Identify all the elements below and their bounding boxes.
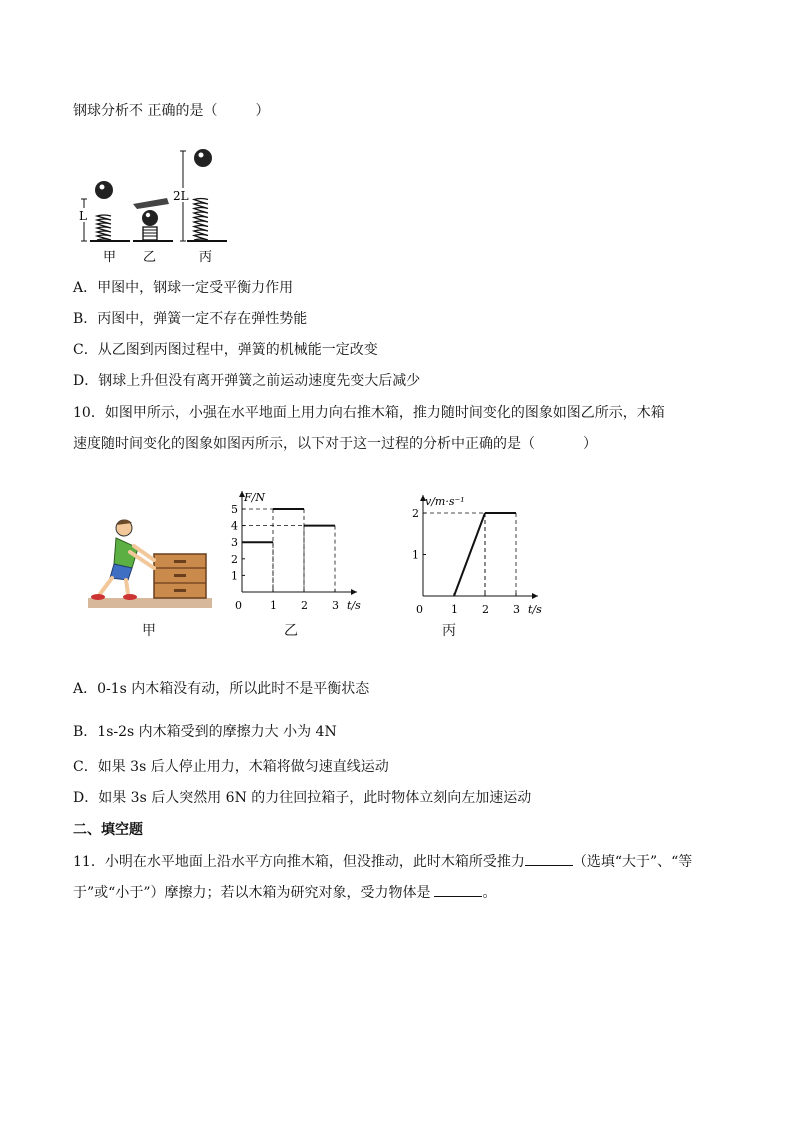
y-tick-label: 5 [231,503,238,516]
force-time-chart [225,480,375,615]
y-axis-label: F/N [244,491,265,504]
q11-line1 [73,851,692,872]
q11-part4: 。 [482,885,497,901]
x-tick-label: 3 [332,599,339,612]
x-tick-label: 3 [513,603,520,616]
q9-stem-end: ） [255,103,270,119]
y-tick-label: 2 [412,507,419,520]
q10-option-b: B．1s-2s 内木箱受到的摩擦力大 小为 4N [73,724,337,740]
q11-part1: 11．小明在水平地面上沿水平方向推木箱，但没推动，此时木箱所受推力 [73,854,525,870]
q10-stem-line1: 10．如图甲所示，小强在水平地面上用力向右推木箱，推力随时间变化的图象如图乙所示，木箱 [73,405,665,421]
boy-pushing-box-illustration [88,518,212,610]
steel-ball [194,149,212,167]
label-bing: 丙 [199,250,213,265]
x-axis-arrow-icon [532,593,538,599]
data-segment [454,513,485,596]
label-yi: 乙 [284,623,298,639]
section-title: 二、填空题 [73,822,143,838]
q10-stem-line2 [73,434,597,454]
hand-icon [133,198,169,209]
q10-option-a: A．0-1s 内木箱没有动，所以此时不是平衡状态 [73,681,370,697]
x-tick-label: 2 [301,599,308,612]
steel-ball [95,181,113,199]
x-axis-arrow-icon [351,589,357,595]
q9-stem [73,101,269,121]
label-2L: 2L [173,189,189,203]
q9-option-a: A．甲图中，钢球一定受平衡力作用 [73,280,294,296]
q11-part3: 于”或“小于”）摩擦力；若以木箱为研究对象，受力物体是 [73,885,431,901]
x-tick-label: 1 [270,599,277,612]
y-tick-label: 2 [231,552,238,566]
boy-icon [91,519,154,600]
y-tick-label: 4 [231,519,238,533]
label-yi: 乙 [143,250,157,265]
figure-jia [79,181,130,241]
q9-option-c: C．从乙图到丙图过程中，弹簧的机械能一定改变 [73,342,378,358]
q11-blank-2[interactable] [434,882,482,897]
q9-option-d: D．钢球上升但没有离开弹簧之前运动速度先变大后减少 [73,373,421,389]
label-jia: 甲 [142,623,156,639]
label-jia: 甲 [103,250,117,265]
q11-part2: （选填“大于”、“等 [572,854,693,870]
figure-yi [133,198,173,241]
q11-blank-1[interactable] [525,851,573,866]
q11-line2 [73,882,496,903]
spring-ball-figure [75,142,235,267]
y-tick-label: 3 [231,536,238,550]
wooden-box-icon [154,554,206,598]
q10-stem-line2-end: ） [583,436,597,452]
x-axis-label: t/s [528,603,542,616]
x-tick-label: 0 [235,599,242,612]
q9-stem-text: 钢球分析不 正确的是（ [73,103,218,119]
label-bing: 丙 [442,623,456,639]
y-axis-label: v/m·s⁻¹ [425,495,465,508]
label-L: L [79,209,87,223]
x-tick-label: 0 [416,603,423,616]
y-tick-label: 1 [231,569,238,583]
ground [88,598,212,608]
q10-stem-line2-text: 速度随时间变化的图象如图丙所示，以下对于这一过程的分析中正确的是（ [73,436,535,452]
velocity-time-chart [390,478,540,615]
q10-option-d: D．如果 3s 后人突然用 6N 的力往回拉箱子，此时物体立刻向左加速运动 [73,790,532,806]
x-tick-label: 2 [482,603,489,616]
q9-option-b: B．丙图中，弹簧一定不存在弹性势能 [73,311,308,327]
steel-ball [142,210,158,226]
x-tick-label: 1 [451,603,458,616]
q10-option-c: C．如果 3s 后人停止用力，木箱将做匀速直线运动 [73,759,389,775]
x-axis-label: t/s [347,599,361,612]
figure-bing [172,149,227,241]
y-tick-label: 1 [412,548,419,562]
